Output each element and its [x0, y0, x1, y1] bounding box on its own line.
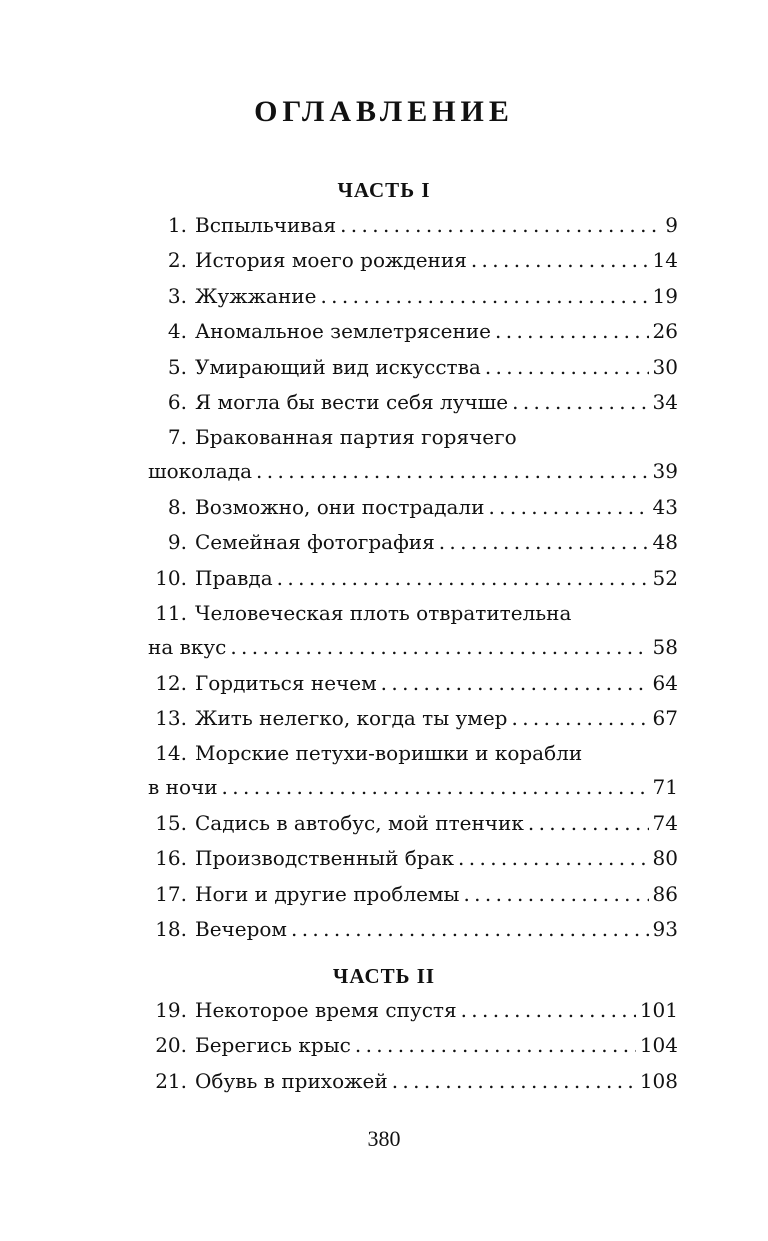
toc-page-number: 64	[652, 670, 678, 695]
page-number: 380	[367, 1126, 401, 1151]
toc-entry-number: 12.	[155, 670, 187, 695]
dot-leader	[222, 773, 649, 801]
toc-entry	[148, 1031, 678, 1066]
toc-entry	[148, 739, 678, 809]
toc-entry-number: 6.	[167, 389, 187, 414]
toc-list-part-2	[148, 996, 678, 1102]
toc-entry-title: Умирающий вид искусства	[195, 354, 481, 379]
toc-entry	[148, 282, 678, 317]
toc-entry	[148, 211, 678, 246]
toc-page-number: 43	[652, 494, 678, 519]
part-heading-1: ЧАСТЬ I	[337, 178, 431, 202]
toc-entry-title: Садись в автобус, мой птенчик	[195, 810, 524, 835]
toc-entry-number: 14.	[155, 741, 187, 766]
dot-leader	[458, 844, 649, 872]
toc-entry	[148, 246, 678, 281]
toc-page-number: 52	[652, 565, 678, 590]
toc-entry-title: Жить нелегко, когда ты умер	[195, 705, 508, 730]
toc-page-number: 19	[652, 283, 678, 308]
toc-entry-title: Семейная фотография	[195, 530, 435, 555]
toc-page-number: 93	[652, 916, 678, 941]
toc-entry	[148, 423, 678, 493]
toc-entry	[148, 388, 678, 423]
toc-entry-number: 13.	[155, 705, 187, 730]
toc-page-number: 9	[665, 213, 678, 237]
dot-leader	[381, 669, 649, 697]
toc-entry-title: Вечером	[195, 916, 287, 941]
dot-leader	[355, 1031, 636, 1059]
toc-list-part-1	[148, 211, 678, 950]
dot-leader	[471, 246, 649, 274]
dot-leader	[291, 915, 649, 943]
toc-entry-title: Ноги и другие проблемы	[195, 881, 460, 906]
toc-page-number: 26	[652, 319, 678, 344]
toc-entry-title: Я могла бы вести себя лучше	[195, 389, 509, 414]
toc-entry-title: Бракованная партия горячего	[195, 425, 517, 450]
toc-entry-title: Человеческая плоть отвратительна	[195, 601, 572, 626]
dot-leader	[461, 996, 636, 1024]
toc-entry-title: Возможно, они пострадали	[195, 494, 485, 519]
toc-entry	[148, 809, 678, 844]
toc-entry-number: 19.	[155, 998, 187, 1022]
toc-entry-number: 9.	[167, 530, 187, 555]
toc-page-number: 71	[652, 775, 678, 800]
dot-leader	[512, 388, 648, 416]
toc-entry-number: 21.	[155, 1068, 187, 1093]
toc-page-number: 67	[652, 705, 678, 730]
toc-entry-title: Аномальное землетрясение	[195, 319, 492, 344]
dot-leader	[488, 493, 648, 521]
toc-entry-title: Вспыльчивая	[195, 213, 337, 237]
toc-entry-title: Производственный брак	[195, 846, 455, 871]
toc-entry-number: 15.	[155, 810, 187, 835]
toc-entry-title-continued: в ночи	[148, 775, 218, 800]
toc-entry-number: 11.	[155, 601, 187, 626]
toc-entry-title: Жужжание	[195, 283, 317, 308]
toc-page-number: 108	[639, 1068, 678, 1093]
dot-leader	[340, 211, 661, 239]
toc-entry-number: 2.	[167, 248, 187, 273]
toc-entry-number: 5.	[167, 354, 187, 379]
page-title: ОГЛАВЛЕНИЕ	[254, 95, 514, 128]
toc-entry-title: Некоторое время спустя	[195, 998, 457, 1022]
toc-entry	[148, 915, 678, 950]
dot-leader	[485, 353, 649, 381]
toc-entry	[148, 669, 678, 704]
toc-entry-number: 1.	[167, 213, 187, 237]
dot-leader	[392, 1067, 636, 1095]
dot-leader	[439, 528, 649, 556]
toc-entry-number: 18.	[155, 916, 187, 941]
toc-page-number: 39	[652, 459, 678, 484]
dot-leader	[320, 282, 648, 310]
toc-entry	[148, 317, 678, 352]
toc-entry-number: 10.	[155, 565, 187, 590]
toc-entry-title: История моего рождения	[195, 248, 467, 273]
toc-page-number: 14	[652, 248, 678, 273]
toc-entry	[148, 528, 678, 563]
toc-entry	[148, 353, 678, 388]
toc-entry-number: 7.	[167, 425, 187, 450]
toc-entry-number: 3.	[167, 283, 187, 308]
toc-page-number: 58	[652, 635, 678, 660]
toc-entry	[148, 704, 678, 739]
toc-entry	[148, 996, 678, 1031]
toc-entry-number: 8.	[167, 494, 187, 519]
toc-page-number: 101	[639, 998, 678, 1022]
dot-leader	[463, 880, 648, 908]
toc-entry-title: Морские петухи-воришки и корабли	[195, 741, 583, 766]
part-heading-2: ЧАСТЬ II	[332, 964, 436, 988]
toc-entry	[148, 599, 678, 669]
dot-leader	[495, 317, 649, 345]
dot-leader	[256, 457, 649, 485]
toc-page-number: 74	[652, 810, 678, 835]
toc-entry-title: Берегись крыс	[195, 1033, 351, 1058]
toc-entry-number: 17.	[155, 881, 187, 906]
dot-leader	[277, 564, 649, 592]
toc-entry-number: 16.	[155, 846, 187, 871]
toc-entry-title: Гордиться нечем	[195, 670, 377, 695]
toc-entry-title-continued: шоколада	[148, 459, 253, 484]
toc-entry-title-continued: на вкус	[148, 635, 227, 660]
toc-entry	[148, 564, 678, 599]
toc-entry	[148, 844, 678, 879]
dot-leader	[528, 809, 649, 837]
toc-entry-number: 4.	[167, 319, 187, 344]
toc-page-number: 104	[639, 1033, 678, 1058]
toc-entry-title: Правда	[195, 565, 273, 590]
toc-page-number: 48	[652, 530, 678, 555]
toc-page-number: 30	[652, 354, 678, 379]
toc-entry	[148, 1067, 678, 1102]
toc-entry-number: 20.	[155, 1033, 187, 1058]
toc-page-number: 86	[652, 881, 678, 906]
dot-leader	[511, 704, 648, 732]
toc-entry	[148, 493, 678, 528]
toc-page-number: 80	[652, 846, 678, 871]
toc-page-number: 34	[652, 389, 678, 414]
toc-entry	[148, 880, 678, 915]
dot-leader	[230, 633, 648, 661]
toc-entry-title: Обувь в прихожей	[195, 1068, 388, 1093]
